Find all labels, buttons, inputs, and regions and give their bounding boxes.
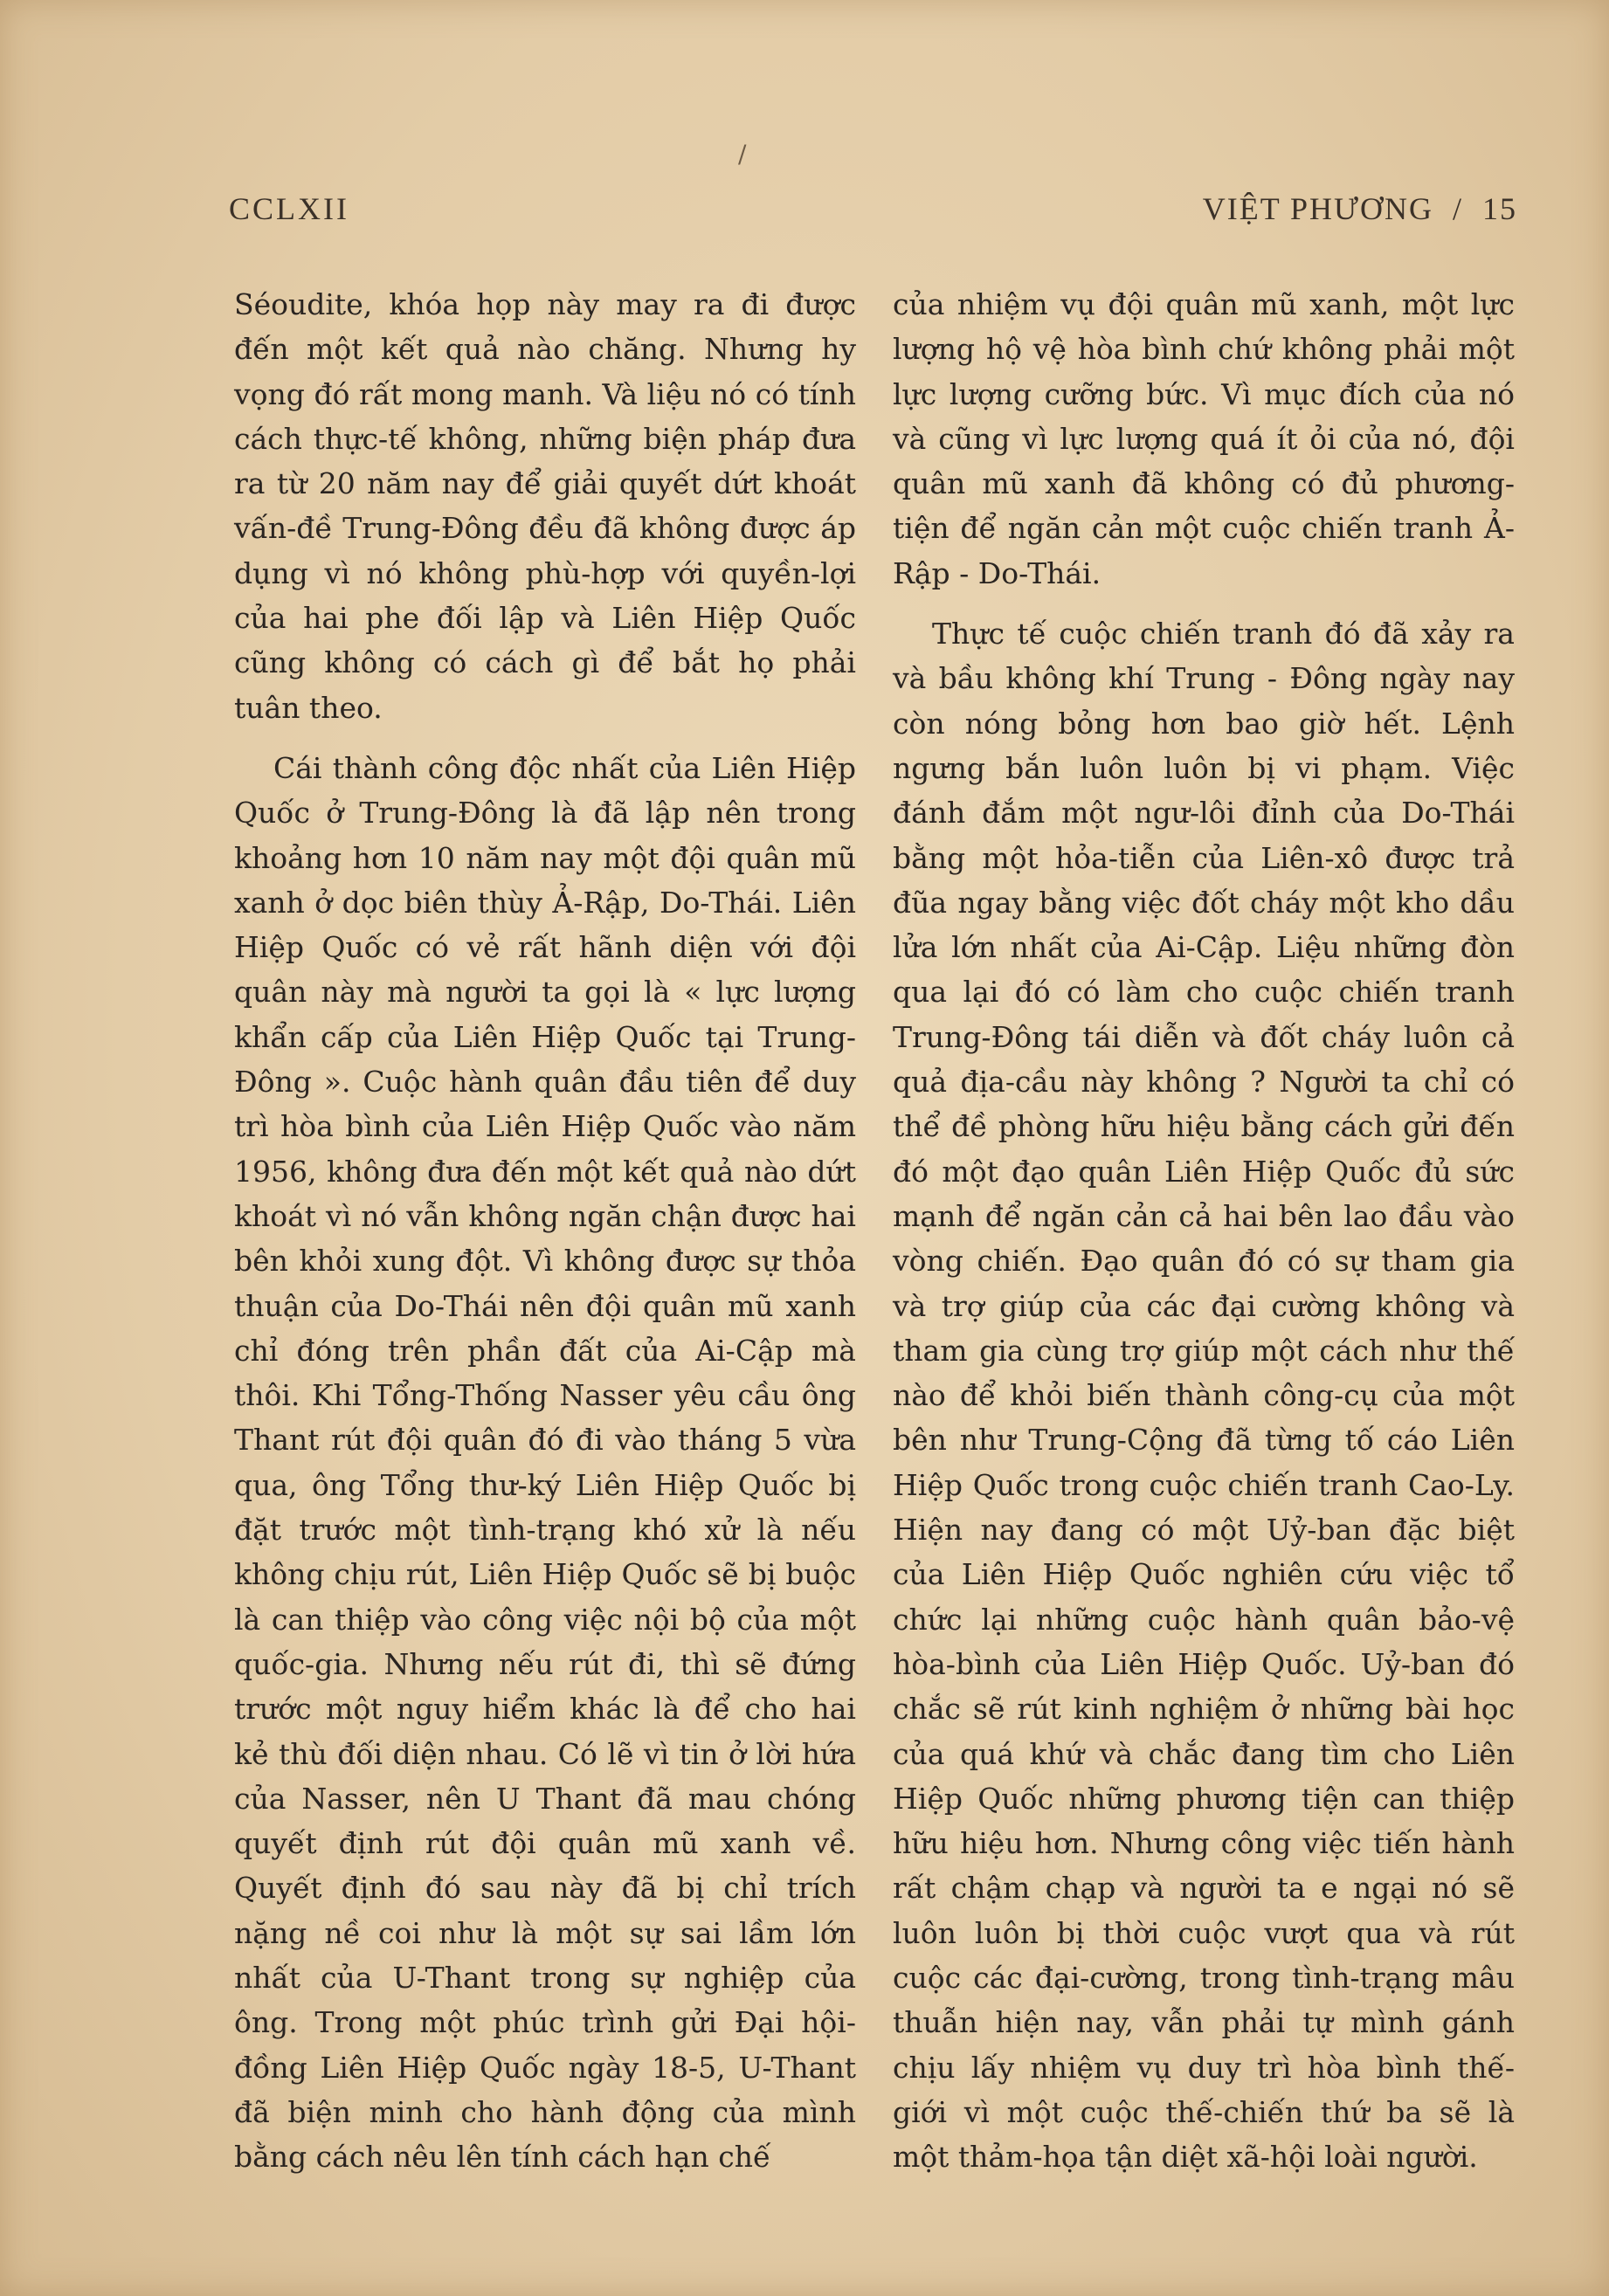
right-column — [893, 282, 1515, 2179]
issue-number: CCLXII — [229, 191, 349, 226]
running-title: VIỆT PHƯƠNG — [1202, 191, 1433, 226]
paragraph: Cái thành công độc nhất của Liên Hiệp Quốc ở Trung-Đông là đã lập nên trong khoảng hơn 10 năm nay một đội quân mũ xanh ở dọc biên thùy Ả-Rập, Do-Thái. Liên Hiệp Quốc có vẻ rất hãnh diện với đội quân này mà người ta gọi là « lực lượng khẩn cấp của Liên Hiệp Quốc tại Trung-Đông ». Cuộc hành quân đầu tiên để duy trì hòa bình của Liên Hiệp Quốc vào năm 1956, không đưa đến một kết quả nào dứt khoát vì nó vẫn không ngăn chận được hai bên khỏi xung đột. Vì không được sự thỏa thuận của Do-Thái nên đội quân mũ xanh chỉ đóng trên phần đất của Ai-Cập mà thôi. Khi Tổng-Thống Nasser yêu cầu ông Thant rút đội quân đó đi vào tháng 5 vừa qua, ông Tổng thư-ký Liên Hiệp Quốc bị đặt trước một tình-trạng khó xử là nếu không chịu rút, Liên Hiệp Quốc sẽ bị buộc là can thiệp vào công việc nội bộ của một quốc-gia. Nhưng nếu rút đi, thì sẽ đứng trước một nguy hiểm khác là để cho hai kẻ thù đối diện nhau. Có lẽ vì tin ở lời hứa của Nasser, nên U Thant đã mau chóng quyết định rút đội quân mũ xanh về. Quyết định đó sau này đã bị chỉ trích nặng nề coi như là một sự sai lầm lớn nhất của U-Thant trong sự nghiệp của ông. Trong một phúc trình gửi Đại hội-đồng Liên Hiệp Quốc ngày 18-5, U-Thant đã biện minh cho hành động của mình bằng cách nêu lên tính cách hạn chế — [234, 750, 856, 2175]
paragraph: của nhiệm vụ đội quân mũ xanh, một lực lượng hộ vệ hòa bình chứ không phải một lực lượng cưỡng bức. Vì mục đích của nó và cũng vì lực lượng quá ít ỏi của nó, đội quân mũ xanh đã không có đủ phương-tiện để ngăn cản một cuộc chiến tranh Ả-Rập - Do-Thái. — [893, 287, 1515, 590]
running-head — [1203, 190, 1517, 227]
pencil-mark: / — [738, 140, 747, 169]
page-number: 15 — [1482, 191, 1517, 226]
header-separator: / — [1452, 191, 1463, 226]
paragraph: Séoudite, khóa họp này may ra đi được đến một kết quả nào chăng. Nhưng hy vọng đó rất mong manh. Và liệu nó có tính cách thực-tế không, những biện pháp đưa ra từ 20 năm nay để giải quyết dứt khoát vấn-đề Trung-Đông đều đã không được áp dụng vì nó không phù-hợp với quyền-lợi của hai phe đối lập và Liên Hiệp Quốc cũng không có cách gì để bắt họ phải tuân theo. — [234, 287, 856, 725]
page-header — [229, 190, 1517, 234]
left-column — [234, 282, 856, 2179]
paragraph: Thực tế cuộc chiến tranh đó đã xảy ra và bầu không khí Trung - Đông ngày nay còn nóng bỏng hơn bao giờ hết. Lệnh ngưng bắn luôn luôn bị vi phạm. Việc đánh đắm một ngư-lôi đỉnh của Do-Thái bằng một hỏa-tiễn của Liên-xô được trả đũa ngay bằng việc đốt cháy một kho dầu lửa lớn nhất của Ai-Cập. Liệu những đòn qua lại đó có làm cho cuộc chiến tranh Trung-Đông tái diễn và đốt cháy luôn cả quả địa-cầu này không ? Người ta chỉ có thể đề phòng hữu hiệu bằng cách gửi đến đó một đạo quân Liên Hiệp Quốc đủ sức mạnh để ngăn cản cả hai bên lao đầu vào vòng chiến. Đạo quân đó có sự tham gia và trợ giúp của các đại cường không và tham gia cùng trợ giúp một cách như thế nào để khỏi biến thành công-cụ của một bên như Trung-Cộng đã từng tố cáo Liên Hiệp Quốc trong cuộc chiến tranh Cao-Ly. Hiện nay đang có một Uỷ-ban đặc biệt của Liên Hiệp Quốc nghiên cứu việc tổ chức lại những cuộc hành quân bảo-vệ hòa-bình của Liên Hiệp Quốc. Uỷ-ban đó chắc sẽ rút kinh nghiệm ở những bài học của quá khứ và chắc đang tìm cho Liên Hiệp Quốc những phương tiện can thiệp hữu hiệu hơn. Nhưng công việc tiến hành rất chậm chạp và người ta e ngại nó sẽ luôn luôn bị thời cuộc vượt qua và rút cuộc các đại-cường, trong tình-trạng mâu thuẫn hiện nay, vẫn phải tự mình gánh chịu lấy nhiệm vụ duy trì hòa bình thế-giới vì một cuộc thế-chiến thứ ba sẽ là một thảm-họa tận diệt xã-hội loài người. — [893, 617, 1515, 2175]
